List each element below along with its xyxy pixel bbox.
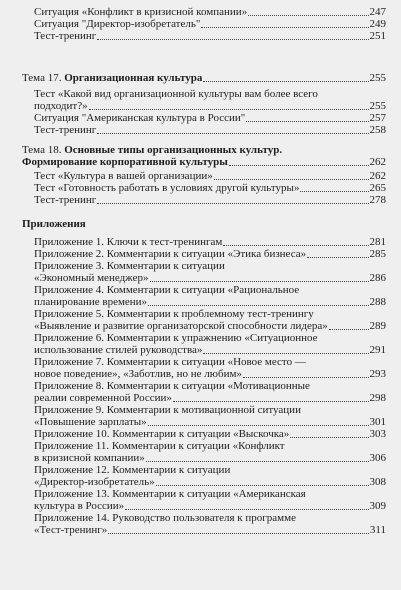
toc-entry bbox=[22, 6, 386, 18]
page-number: 249 bbox=[369, 18, 386, 30]
page-number: 247 bbox=[369, 6, 386, 18]
toc-entry bbox=[22, 500, 386, 512]
entry-title: Приложение 4. Комментарии к ситуации «Рациональное bbox=[34, 284, 300, 296]
dot-leader bbox=[150, 281, 369, 282]
dot-leader bbox=[329, 329, 369, 330]
toc-top-block bbox=[22, 6, 386, 42]
page-number: 265 bbox=[369, 182, 386, 194]
entry-title: в кризисной компании» bbox=[34, 452, 145, 464]
toc-entry bbox=[22, 100, 386, 112]
entry-title: Тест-тренинг bbox=[34, 30, 97, 42]
tema-heading bbox=[22, 156, 386, 168]
dot-leader bbox=[248, 15, 368, 16]
entry-title: «Выявление и развитие организаторской способности лидера» bbox=[34, 320, 328, 332]
tema-title: Основные типы организационных культур. bbox=[64, 144, 283, 156]
dot-leader bbox=[300, 191, 368, 192]
dot-leader bbox=[243, 377, 369, 378]
toc-entry bbox=[22, 112, 386, 124]
entry-title: Тест-тренинг bbox=[34, 124, 97, 136]
toc-entry-line bbox=[22, 464, 386, 476]
toc-entry bbox=[22, 18, 386, 30]
page-number: 257 bbox=[369, 112, 386, 124]
entry-title: Ситуация "Директор-изобретатель" bbox=[34, 18, 201, 30]
toc-entry bbox=[22, 524, 386, 536]
page-number: 262 bbox=[369, 170, 386, 182]
dot-leader bbox=[148, 425, 369, 426]
page-number: 303 bbox=[369, 428, 386, 440]
toc-entry bbox=[22, 170, 386, 182]
page-number: 306 bbox=[369, 452, 386, 464]
entry-title: Приложение 13. Комментарии к ситуации «Американская bbox=[34, 488, 306, 500]
dot-leader bbox=[125, 509, 368, 510]
dot-leader bbox=[203, 81, 368, 82]
toc-entry bbox=[22, 416, 386, 428]
toc-entry bbox=[22, 428, 386, 440]
tema-label: Тема 18. bbox=[22, 144, 62, 156]
entry-title: Приложение 12. Комментарии к ситуации bbox=[34, 464, 231, 476]
page-number: 289 bbox=[369, 320, 386, 332]
page-number: 285 bbox=[369, 248, 386, 260]
toc-entry bbox=[22, 368, 386, 380]
entry-title: «Экономный менеджер» bbox=[34, 272, 149, 284]
entry-title: культура в России» bbox=[34, 500, 125, 512]
page-number: 291 bbox=[369, 344, 386, 356]
page-number: 309 bbox=[369, 500, 386, 512]
toc-tema-17 bbox=[22, 72, 386, 136]
entry-title: новое поведение», «Заботлив, но не любим» bbox=[34, 368, 242, 380]
dot-leader bbox=[97, 203, 368, 204]
page-number: 258 bbox=[369, 124, 386, 136]
toc-entry bbox=[22, 30, 386, 42]
entry-title: Ситуация «Конфликт в кризисной компании» bbox=[34, 6, 248, 18]
page-number: 262 bbox=[369, 156, 386, 168]
dot-leader bbox=[290, 437, 368, 438]
tema-title: Организационная культура bbox=[64, 72, 203, 84]
toc-entry-line bbox=[22, 356, 386, 368]
toc-entry-line bbox=[22, 284, 386, 296]
toc-entry bbox=[22, 476, 386, 488]
page-number: 278 bbox=[369, 194, 386, 206]
toc-entry-line bbox=[22, 332, 386, 344]
dot-leader bbox=[173, 401, 369, 402]
entry-title: Приложение 9. Комментарии к мотивационной ситуации bbox=[34, 404, 301, 416]
entry-title: Тест-тренинг bbox=[34, 194, 97, 206]
entry-title: подходит?» bbox=[34, 100, 88, 112]
page-number: 255 bbox=[369, 72, 386, 84]
toc-entry-line bbox=[22, 440, 386, 452]
page-number: 288 bbox=[369, 296, 386, 308]
entry-title: Ситуация "Американская культура в России" bbox=[34, 112, 246, 124]
dot-leader bbox=[201, 27, 368, 28]
entry-title: планирование времени» bbox=[34, 296, 148, 308]
entry-title: Приложение 6. Комментарии к упражнению «Ситуационное bbox=[34, 332, 318, 344]
entry-title: реалии современной России» bbox=[34, 392, 172, 404]
appendix-list bbox=[22, 236, 386, 536]
dot-leader bbox=[156, 485, 369, 486]
entry-title: Приложение 10. Комментарии к ситуации «Выскочка» bbox=[34, 428, 290, 440]
dot-leader bbox=[146, 461, 369, 462]
entry-title: Приложение 1. Ключи к тест-тренингам bbox=[34, 236, 223, 248]
dot-leader bbox=[229, 165, 369, 166]
toc-entry bbox=[22, 320, 386, 332]
toc-entry-line bbox=[22, 488, 386, 500]
dot-leader bbox=[148, 305, 368, 306]
page-number: 301 bbox=[369, 416, 386, 428]
page-number: 308 bbox=[369, 476, 386, 488]
entry-title: Приложение 7. Комментарии к ситуации «Новое место — bbox=[34, 356, 306, 368]
toc-entry bbox=[22, 392, 386, 404]
entry-title: Приложение 11. Комментарии к ситуации «Конфликт bbox=[34, 440, 285, 452]
page-number: 286 bbox=[369, 272, 386, 284]
page-number: 281 bbox=[369, 236, 386, 248]
toc-entry-line bbox=[22, 404, 386, 416]
entry-title: Приложение 8. Комментарии к ситуации «Мотивационные bbox=[34, 380, 310, 392]
toc-tema-18 bbox=[22, 144, 386, 206]
page-number: 251 bbox=[369, 30, 386, 42]
toc-entry-line bbox=[22, 512, 386, 524]
entry-title: «Повышение зарплаты» bbox=[34, 416, 147, 428]
page-number: 255 bbox=[369, 100, 386, 112]
entry-title: «Тест-тренинг» bbox=[34, 524, 108, 536]
dot-leader bbox=[89, 109, 369, 110]
entry-title: Приложение 5. Комментарии к проблемному тест-тренингу bbox=[34, 308, 314, 320]
entry-title: Тест «Какой вид организационной культуры вам более всего bbox=[34, 88, 318, 100]
toc-entry-line bbox=[22, 308, 386, 320]
tema-heading bbox=[22, 144, 386, 156]
entry-title: «Директор-изобретатель» bbox=[34, 476, 155, 488]
dot-leader bbox=[203, 353, 368, 354]
tema-heading bbox=[22, 72, 386, 84]
entry-title: Тест «Культура в вашей организации» bbox=[34, 170, 213, 182]
toc-entry bbox=[22, 344, 386, 356]
toc-entry bbox=[22, 296, 386, 308]
dot-leader bbox=[246, 121, 368, 122]
tema-title: Формирование корпоративной культуры bbox=[22, 156, 228, 168]
entry-title: Приложение 14. Руководство пользователя к программе bbox=[34, 512, 296, 524]
tema-label: Тема 17. bbox=[22, 72, 62, 84]
toc-entry bbox=[22, 182, 386, 194]
page-number: 293 bbox=[369, 368, 386, 380]
dot-leader bbox=[223, 245, 368, 246]
toc-entry bbox=[22, 194, 386, 206]
toc-entry-line bbox=[22, 260, 386, 272]
dot-leader bbox=[108, 533, 369, 534]
toc-entry bbox=[22, 236, 386, 248]
dot-leader bbox=[214, 179, 369, 180]
toc-entry bbox=[22, 452, 386, 464]
entry-title: Тест «Готовность работать в условиях другой культуры» bbox=[34, 182, 300, 194]
entry-title: использование стилей руководства» bbox=[34, 344, 203, 356]
toc-entry-line bbox=[22, 380, 386, 392]
appendix-title: Приложения bbox=[22, 218, 86, 230]
dot-leader bbox=[97, 133, 368, 134]
toc-entry bbox=[22, 124, 386, 136]
page-number: 311 bbox=[369, 524, 386, 536]
toc-entry-line bbox=[22, 88, 386, 100]
dot-leader bbox=[97, 39, 368, 40]
entry-title: Приложение 3. Комментарии к ситуации bbox=[34, 260, 225, 272]
toc-entry bbox=[22, 248, 386, 260]
dot-leader bbox=[307, 257, 368, 258]
toc-appendix bbox=[22, 218, 386, 536]
page-number: 298 bbox=[369, 392, 386, 404]
toc-entry bbox=[22, 272, 386, 284]
entry-title: Приложение 2. Комментарии к ситуации «Этика бизнеса» bbox=[34, 248, 307, 260]
